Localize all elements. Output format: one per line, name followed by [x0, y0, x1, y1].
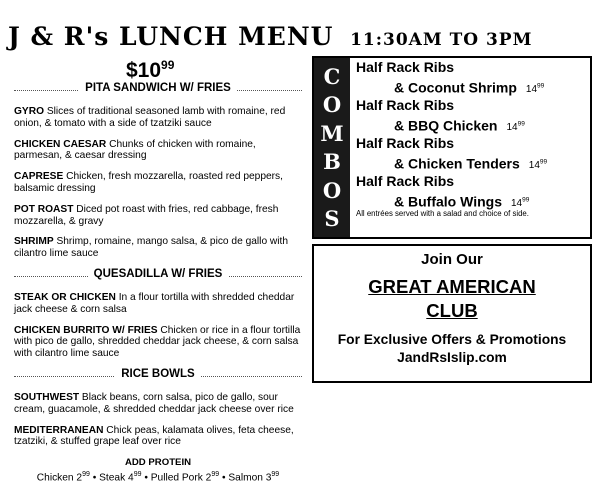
section-heading-pita: PITA SANDWICH W/ FRIES: [14, 83, 302, 97]
combos-note: All entrées served with a salad and choice of side.: [356, 209, 529, 218]
club-name: GREAT AMERICAN CLUB: [368, 276, 536, 321]
add-protein-heading: ADD PROTEIN: [124, 457, 192, 469]
combo-item-buffalo-wings: Half Rack Ribs & Buffalo Wings $14^{99}$: [356, 173, 530, 210]
menu-hours: 11:30AM TO 3PM: [350, 30, 533, 50]
menu-item-chicken-caesar: CHICKEN CAESAR Chunks of chicken with romaine, parmesan, & caesar dressing: [14, 138, 256, 162]
combos-panel: [312, 56, 592, 239]
menu-item-shrimp: SHRIMP Shrimp, romaine, mango salsa, & pico de gallo with cilantro lime sauce: [14, 236, 289, 260]
price-dollars: $10: [126, 59, 162, 82]
club-offer: For Exclusive Offers & Promotions JandRsIslip.com: [314, 331, 590, 367]
menu-left-column: [14, 76, 302, 484]
combo-item-chicken-tenders: Half Rack Ribs & Chicken Tenders $14^{99}$: [356, 135, 548, 172]
menu-title-main: J & R's LUNCH MENU: [8, 22, 334, 51]
combo-item-bbq-chicken: Half Rack Ribs & BBQ Chicken $14^{99}$: [356, 97, 525, 134]
menu-item-steak-or-chicken: STEAK OR CHICKEN In a flour tortilla with shredded cheddar jack cheese & corn salsa: [14, 291, 295, 315]
club-website: JandRsIslip.com: [397, 350, 507, 365]
combos-vertical-label: C O M B O S: [314, 58, 350, 237]
combos-list: [356, 58, 586, 210]
add-protein-options: Chicken $2^{99}$ • Steak $4^{99}$ • Pulled Pork $2^{99}$ • Salmon $3^{99}$: [36, 470, 280, 484]
menu-item-mediterranean: MEDITERRANEAN Chick peas, kalamata olives, feta cheese, tzatziki, & stuffed grape leaf over rice: [14, 424, 294, 448]
section-heading-quesadilla: QUESADILLA W/ FRIES: [14, 269, 302, 283]
section-heading-rice-bowls: RICE BOWLS: [14, 369, 302, 383]
menu-item-pot-roast: POT ROAST Diced pot roast with fries, red cabbage, fresh mozzarella, & gravy: [14, 203, 279, 227]
price-cents: 99: [161, 58, 175, 72]
club-join-text: Join Our: [421, 251, 483, 268]
menu-item-gyro: GYRO Slices of traditional seasoned lamb with romaine, red onion, & tomato with a side of tzatziki sauce: [14, 106, 286, 129]
menu-item-southwest: SOUTHWEST Black beans, corn salsa, pico de gallo, sour cream, guacamole, & shredded cheddar jack cheese over rice: [14, 391, 294, 415]
add-protein: [14, 457, 302, 484]
menu-item-chicken-burrito: CHICKEN BURRITO W/ FRIES Chicken or rice in a flour tortilla with pico de gallo, shredded cheddar jack cheese, & corn salsa with cilantro lime sauce: [14, 324, 301, 360]
combo-item-coconut-shrimp: Half Rack Ribs & Coconut Shrimp $14^{99}$: [356, 59, 545, 96]
menu-item-caprese: CAPRESE Chicken, fresh mozzarella, roasted red peppers, balsamic dressing: [14, 171, 283, 194]
menu-title: [8, 22, 592, 51]
club-panel: [312, 244, 592, 383]
